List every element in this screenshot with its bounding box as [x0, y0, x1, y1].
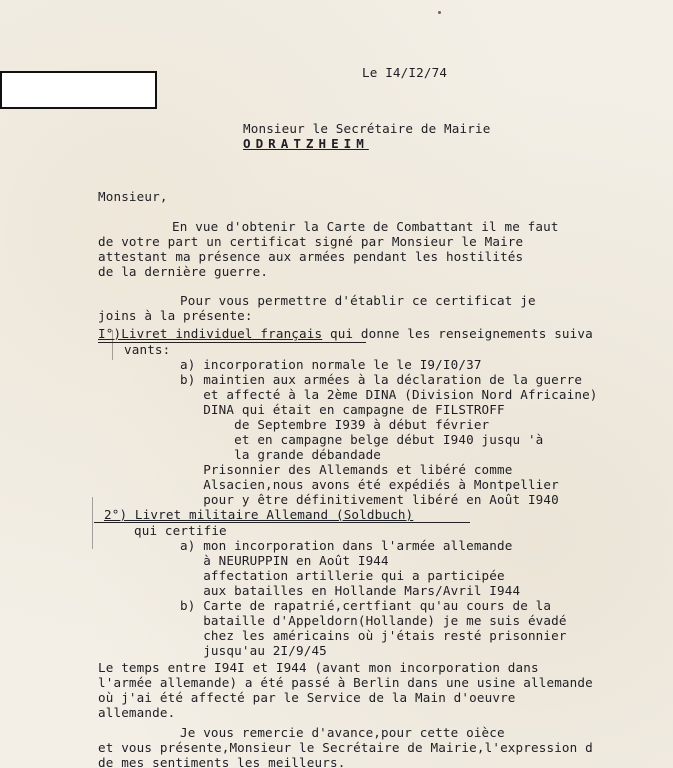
- paper-speck: [438, 11, 441, 14]
- item1-b-line: pour y être définitivement libéré en Août I940: [180, 492, 559, 507]
- item1-b-line: DINA qui était en campagne de FILSTROFF: [180, 402, 505, 417]
- paragraph1-line: de la dernière guerre.: [98, 264, 269, 279]
- paragraph3-line: l'armée allemande) a été passé à Berlin dans une usine allemande: [98, 675, 593, 690]
- item1-b-line: b) maintien aux armées à la déclaration de la guerre: [180, 372, 583, 387]
- closing-line: Je vous remercie d'avance,pour cette oièce: [180, 725, 505, 740]
- item2-a-line: aux batailles en Hollande Mars/Avril I944: [180, 583, 521, 598]
- item1-b-line: Alsacien,nous avons été expédiés à Montpellier: [180, 477, 559, 492]
- paragraph1-line: En vue d'obtenir la Carte de Combattant il me faut: [172, 219, 559, 234]
- paragraph2-line: Pour vous permettre d'établir ce certificat je: [180, 293, 536, 308]
- item1-heading: I°)Livret individuel français: [98, 326, 323, 341]
- item1-b-line: Prisonnier des Allemands et libéré comme: [180, 462, 513, 477]
- item2-heading: 2°) Livret militaire Allemand (Soldbuch): [104, 507, 414, 522]
- recipient-title: Monsieur le Secrétaire de Mairie: [243, 121, 491, 136]
- item2-a-line: à NEURUPPIN en Août I944: [180, 553, 389, 568]
- letter-date: Le I4/I2/74: [362, 65, 448, 80]
- closing-line: et vous présente,Monsieur le Secrétaire de Mairie,l'expression d: [98, 740, 593, 755]
- paragraph1-line: de votre part un certificat signé par Monsieur le Maire: [98, 234, 524, 249]
- recipient-town: ODRATZHEIM: [243, 136, 369, 151]
- item2-b-line: bataille d'Appeldorn(Hollande) je me suis évadé: [180, 613, 567, 628]
- item1-b-line: de Septembre I939 à début février: [180, 417, 490, 432]
- salutation: Monsieur,: [98, 189, 168, 204]
- item2-b-line: jusqu'au 2I/9/45: [180, 643, 327, 658]
- margin-mark: [92, 497, 93, 549]
- item1-continuation: vants:: [124, 342, 171, 357]
- closing-line: de mes sentiments les meilleurs.: [98, 755, 346, 768]
- item1-a-line: a) incorporation normale le le I9/I0/37: [180, 357, 482, 372]
- item1-b-line: et affecté à la 2ème DINA (Division Nord Africaine): [180, 387, 598, 402]
- item1-heading-line: [98, 327, 593, 341]
- paragraph3-line: allemande.: [98, 705, 176, 720]
- paragraph3-line: Le temps entre I94I et I944 (avant mon incorporation dans: [98, 660, 539, 675]
- item1-b-line: et en campagne belge début I940 jusqu 'à: [180, 432, 544, 447]
- paragraph1-line: attestant ma présence aux armées pendant les hostilités: [98, 249, 524, 264]
- item1-b-line: la grande débandade: [180, 447, 382, 462]
- item2-a-line: affectation artillerie qui a participée: [180, 568, 505, 583]
- item1-heading-rest: qui donne les renseignements suiva: [322, 326, 593, 341]
- item2-a-line: a) mon incorporation dans l'armée allemande: [180, 538, 513, 553]
- item2-b-line: b) Carte de rapatrié,certfiant qu'au cours de la: [180, 598, 552, 613]
- item2-continuation: qui certifie: [134, 523, 227, 538]
- paragraph2-line: joins à la présente:: [98, 308, 253, 323]
- redaction-box: [0, 71, 157, 109]
- item2-b-line: chez les américains où j'étais resté prisonnier: [180, 628, 567, 643]
- paragraph3-line: où j'ai été affecté par le Service de la Main d'oeuvre: [98, 690, 516, 705]
